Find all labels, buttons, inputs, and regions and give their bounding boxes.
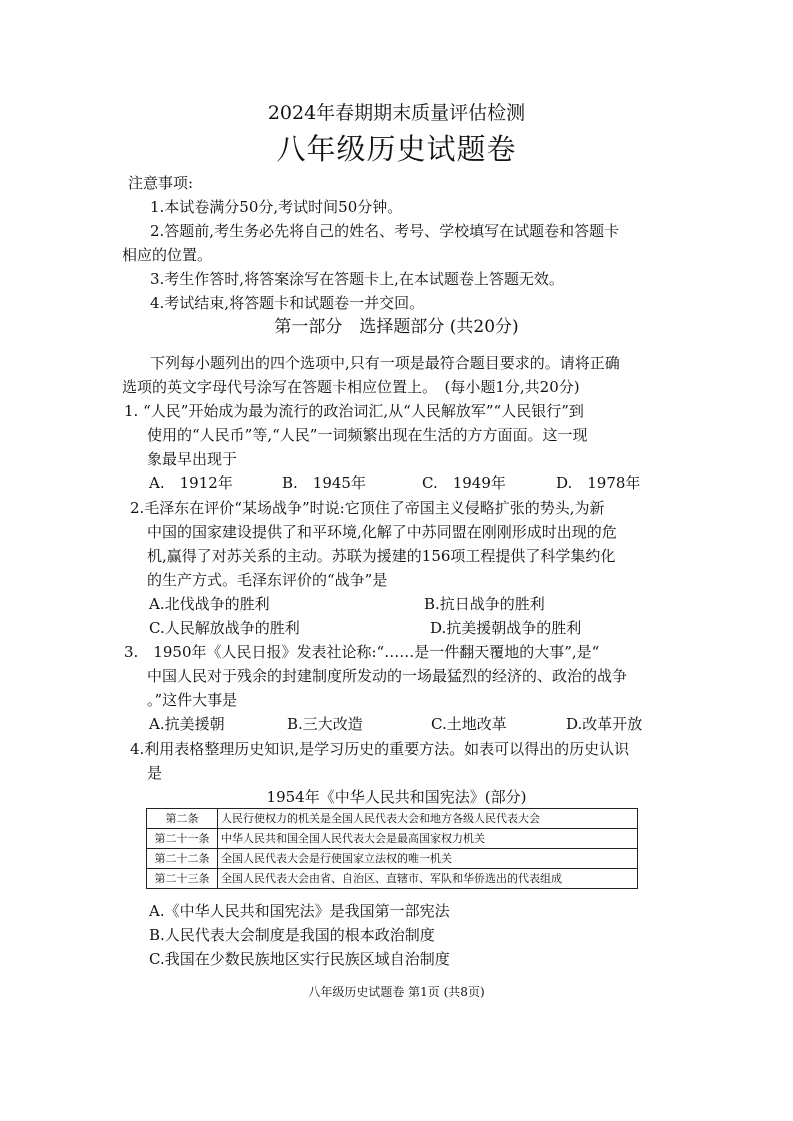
option-a: A.抗美援朝 <box>149 715 225 733</box>
option-c: C.土地改革 <box>431 715 507 733</box>
notice-item: 相应的位置。 <box>122 246 213 264</box>
article-number: 第二十二条 <box>147 849 218 869</box>
article-text: 中华人民共和国全国人民代表大会是最高国家权力机关 <box>218 829 638 849</box>
question-line: 象最早出现于 <box>147 450 238 468</box>
table-caption: 1954年《中华人民共和国宪法》(部分) <box>266 788 527 806</box>
option-d: D.改革开放 <box>566 715 643 733</box>
table-row <box>147 809 638 829</box>
article-number: 第二十一条 <box>147 829 218 849</box>
option-c: C.我国在少数民族地区实行民族区域自治制度 <box>149 950 450 968</box>
table-row <box>147 869 638 889</box>
question-line: 机,赢得了对苏关系的主动。苏联为援建的156项工程提供了科学集约化 <box>147 547 616 565</box>
option-b: B.三大改造 <box>287 715 363 733</box>
question-line: 3. 1950年《人民日报》发表社论称:“……是一件翻天覆地的大事”,是“ <box>124 643 600 661</box>
question-line: 是 <box>147 764 163 782</box>
question-line: 使用的“人民币”等,“人民”一词频繁出现在生活的方方面面。这一现 <box>147 426 588 444</box>
article-number: 第二十三条 <box>147 869 218 889</box>
question-line: 1. “人民”开始成为最为流行的政治词汇,从“人民解放军”“人民银行”到 <box>124 402 584 420</box>
option-a: A.北伐战争的胜利 <box>149 595 270 613</box>
notice-item: 1.本试卷满分50分,考试时间50分钟。 <box>150 198 403 216</box>
option-d: D. 1978年 <box>556 474 641 492</box>
option-a: A.《中华人民共和国宪法》是我国第一部宪法 <box>149 902 450 920</box>
question-line: 中国人民对于残余的封建制度所发动的一场最猛烈的经济的、政治的战争 <box>147 667 628 685</box>
intro-line: 选项的英文字母代号涂写在答题卡相应位置上。 (每小题1分,共20分) <box>122 378 580 396</box>
option-a: A. 1912年 <box>149 474 233 492</box>
notice-item: 4.考试结束,将答题卡和试题卷一并交回。 <box>150 294 425 312</box>
table-row <box>147 849 638 869</box>
notice-heading: 注意事项: <box>128 174 194 192</box>
option-b: B.人民代表大会制度是我国的根本政治制度 <box>149 926 435 944</box>
option-d: D.抗美援朝战争的胜利 <box>430 619 582 637</box>
question-line: 2.毛泽东在评价“某场战争”时说:它顶住了帝国主义侵略扩张的势头,为新 <box>130 499 605 517</box>
option-b: B. 1945年 <box>282 474 366 492</box>
table-row <box>147 829 638 849</box>
article-text: 全国人民代表大会由省、自治区、直辖市、军队和华侨选出的代表组成 <box>218 869 638 889</box>
option-c: C.人民解放战争的胜利 <box>149 619 300 637</box>
option-c: C. 1949年 <box>422 474 506 492</box>
notice-item: 2.答题前,考生务必先将自己的姓名、考号、学校填写在试题卷和答题卡 <box>150 222 620 240</box>
question-line: 的生产方式。毛泽东评价的“战争”是 <box>147 571 388 589</box>
constitution-table <box>146 808 638 889</box>
paper-title: 八年级历史试题卷 <box>276 132 517 166</box>
page-footer: 八年级历史试题卷 第1页 (共8页) <box>308 985 485 999</box>
option-b: B.抗日战争的胜利 <box>424 595 545 613</box>
question-line: 4.利用表格整理历史知识,是学习历史的重要方法。如表可以得出的历史认识 <box>130 740 630 758</box>
intro-line: 下列每小题列出的四个选项中,只有一项是最符合题目要求的。请将正确 <box>150 354 620 372</box>
question-line: 中国的国家建设提供了和平环境,化解了中苏同盟在刚刚形成时出现的危 <box>147 523 617 541</box>
notice-item: 3.考生作答时,将答案涂写在答题卡上,在本试题卷上答题无效。 <box>150 270 564 288</box>
article-number: 第二条 <box>147 809 218 829</box>
exam-title: 2024年春期期末质量评估检测 <box>267 102 526 124</box>
article-text: 全国人民代表大会是行使国家立法权的唯一机关 <box>218 849 638 869</box>
article-text: 人民行使权力的机关是全国人民代表大会和地方各级人民代表大会 <box>218 809 638 829</box>
question-line: 。”这件大事是 <box>147 691 238 709</box>
section-title: 第一部分 选择题部分 (共20分) <box>274 317 519 337</box>
